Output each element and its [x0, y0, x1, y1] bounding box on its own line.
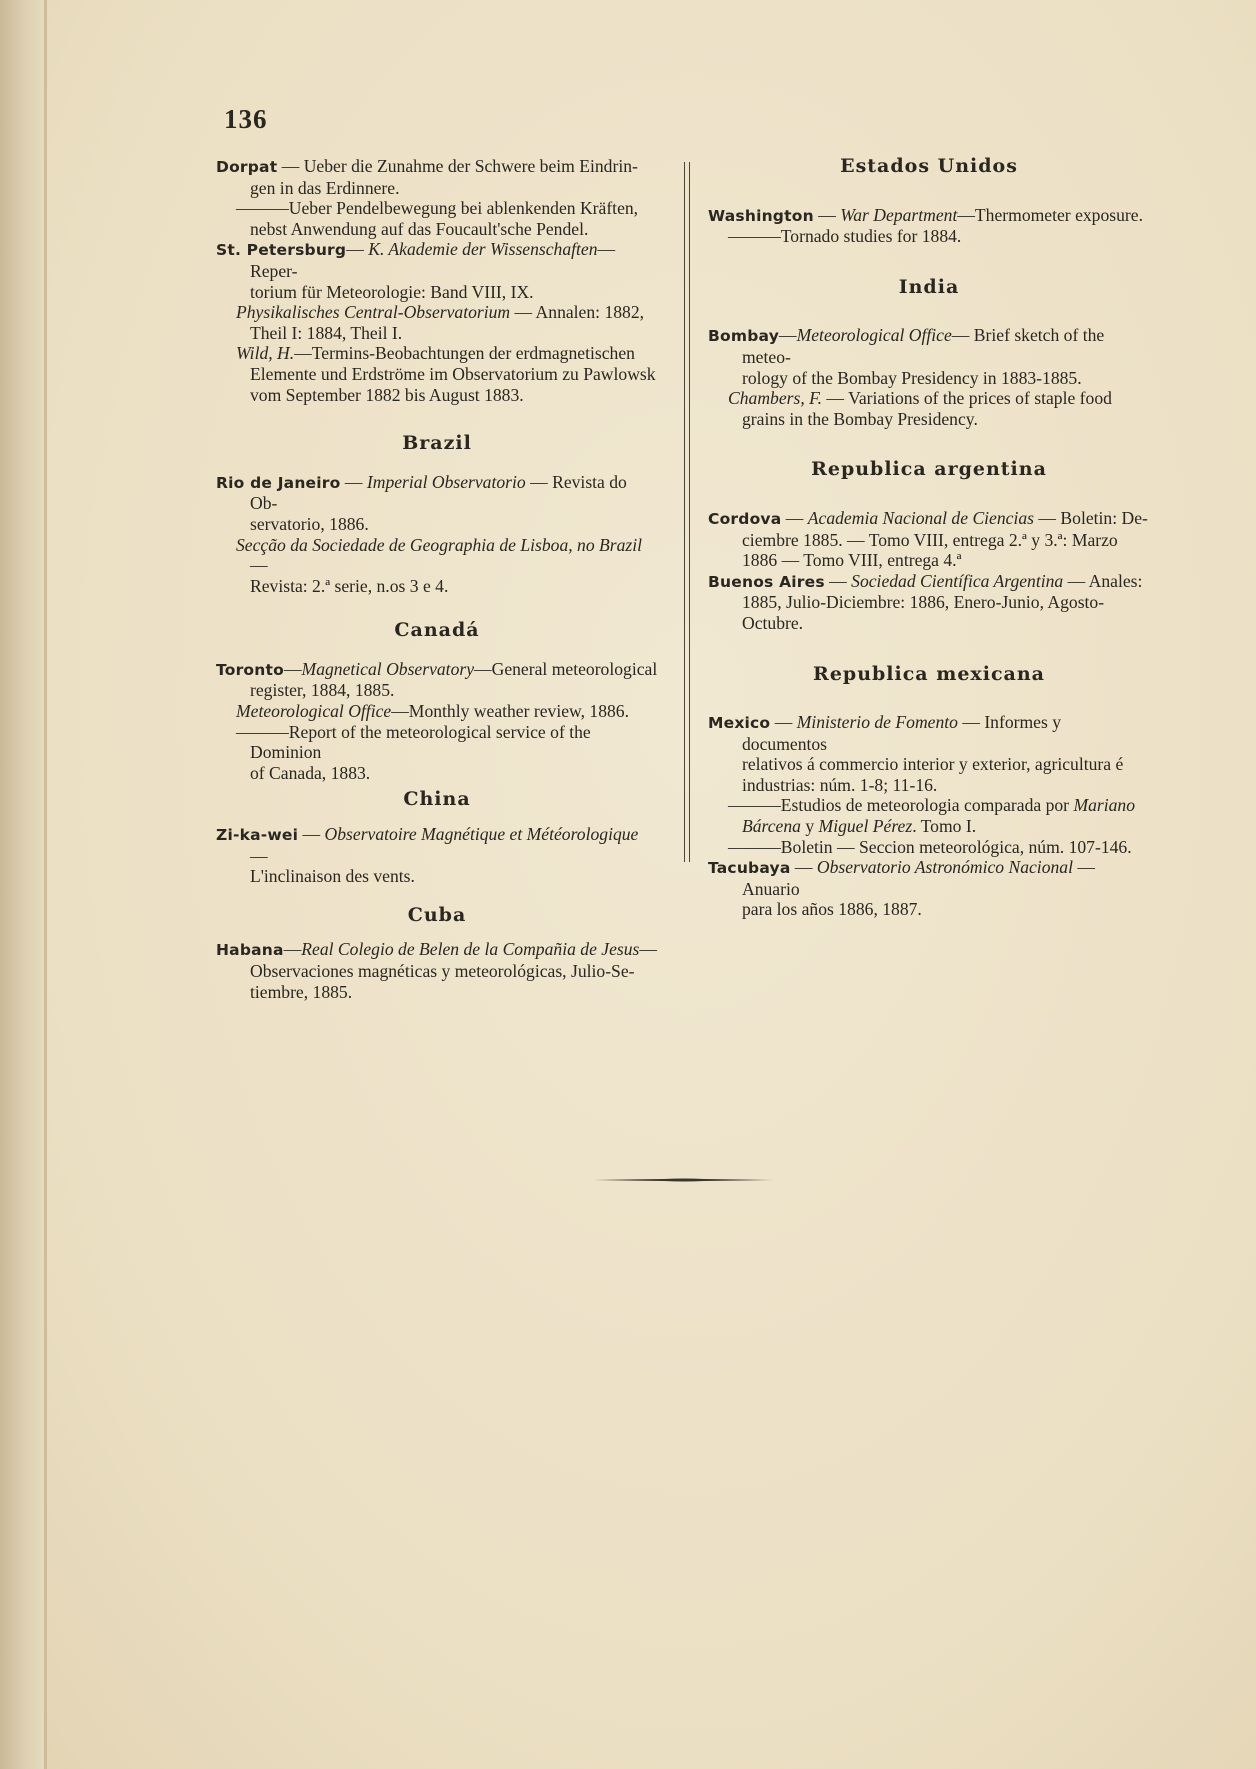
institution-name: Real Colegio de Belen de la Compañia de Jesus: [301, 939, 640, 960]
entry-text: ciembre 1885. — Tomo VIII, entrega 2.ª y 3.ª: Marzo: [742, 529, 1118, 550]
author-name: Wild, H.: [236, 343, 295, 364]
entry-heading: St. Petersburg: [216, 241, 347, 260]
entry-cordova: [708, 508, 1150, 571]
entry-heading: Rio de Janeiro: [216, 473, 341, 492]
entry-mexico: [708, 712, 1150, 857]
entry-text: . Tomo I.: [912, 816, 977, 837]
entry-dorpat: [216, 156, 658, 239]
entry-text: — Informes y documentos: [742, 712, 1062, 754]
section-title-brazil: Brazil: [402, 432, 472, 455]
separator: —: [770, 712, 797, 733]
institution-name: Meteorological Office: [236, 701, 392, 722]
entry-text: —Monthly weather review, 1886.: [391, 701, 629, 722]
right-column: [708, 156, 1150, 920]
separator: —: [824, 570, 852, 591]
entry-text: —Reper-: [250, 239, 616, 281]
entry-habana: [216, 939, 658, 1002]
entry-text: L'inclinaison des vents.: [250, 866, 415, 887]
separator: —: [779, 325, 797, 346]
entry-text: — Brief sketch of the meteo-: [742, 325, 1105, 367]
entry-heading: Habana: [216, 941, 284, 960]
entry-text: ———Tornado studies for 1884.: [728, 226, 962, 247]
entry-text: Octubre.: [742, 612, 804, 633]
entry-text: ———Estudios de meteorologia comparada por: [728, 795, 1074, 816]
section-title-cuba: Cuba: [407, 903, 467, 926]
entry-text: —: [250, 845, 268, 866]
entry-text: — Anuario: [742, 857, 1095, 899]
book-spine-shadow: [0, 0, 46, 1769]
entry-text: grains in the Bombay Presidency.: [742, 408, 978, 429]
entry-text: Theil I: 1884, Theil I.: [250, 322, 403, 343]
entry-text: relativos á commercio interior y exterior, agricultura é: [742, 754, 1124, 775]
entry-bombay: [708, 325, 1150, 429]
separator: —: [298, 824, 325, 845]
entry-text: tiembre, 1885.: [250, 981, 353, 1002]
entry-text: y: [800, 816, 819, 837]
institution-name: Physikalisches Central-Observatorium: [236, 302, 511, 323]
entry-text: of Canada, 1883.: [250, 762, 371, 783]
entry-heading: Zi-ka-wei: [216, 826, 299, 845]
institution-name: Academia Nacional de Ciencias: [807, 507, 1035, 528]
entry-heading: Bombay: [708, 327, 779, 346]
entry-text: Revista: 2.ª serie, n.os 3 e 4.: [250, 575, 449, 596]
entry-tacubaya: [708, 857, 1150, 920]
entry-text: — Boletin: De-: [1034, 507, 1148, 528]
entry-text: —: [639, 939, 657, 960]
entry-text: — Ueber die Zunahme der Schwere beim Eindrin-: [281, 156, 638, 176]
section-title-republica-mexicana: Republica mexicana: [813, 662, 1045, 685]
entry-text: —: [250, 555, 268, 576]
entry-text: ———Boletin — Seccion meteorológica, núm. 107-146.: [728, 836, 1132, 857]
separator: —: [781, 507, 808, 528]
end-ornament-rule: [594, 1178, 774, 1182]
entry-heading: Buenos Aires: [708, 572, 825, 591]
separator: —: [283, 658, 302, 679]
institution-name: Secção da Sociedade de Geographia de Lisboa, no Brazil: [236, 534, 643, 555]
separator: —: [790, 857, 817, 878]
entry-text: —Thermometer exposure.: [957, 204, 1143, 225]
section-title-canada: Canadá: [394, 619, 480, 642]
author-name: Miguel Pérez: [818, 816, 913, 837]
institution-name: Sociedad Científica Argentina: [851, 570, 1064, 591]
entry-text: — Anales:: [1063, 570, 1143, 591]
entry-st-petersburg: [216, 239, 658, 405]
separator: —: [283, 939, 302, 960]
institution-name: Imperial Observatorio: [366, 471, 526, 492]
left-column: [216, 156, 658, 1002]
entry-text: — Variations of the prices of staple food: [822, 388, 1112, 409]
institution-name: K. Akademie der Wissenschaften: [368, 239, 598, 260]
institution-name: War Department: [840, 204, 958, 225]
section-title-china: China: [403, 788, 471, 811]
separator: —: [340, 471, 367, 492]
entry-text: 1885, Julio-Diciembre: 1886, Enero-Junio, Agosto-: [742, 592, 1105, 613]
entry-text: industrias: núm. 1-8; 11-16.: [742, 774, 938, 795]
entry-text: 1886 — Tomo VIII, entrega 4.ª: [742, 550, 962, 571]
entry-text: nebst Anwendung auf das Foucault'sche Pendel.: [250, 218, 589, 239]
author-name: Chambers, F.: [728, 388, 823, 409]
entry-text: vom September 1882 bis August 1883.: [250, 384, 524, 405]
entry-heading: Tacubaya: [708, 859, 791, 878]
entry-washington: [708, 205, 1150, 247]
entry-text: servatorio, 1886.: [250, 513, 369, 534]
entry-heading: Dorpat: [216, 158, 278, 176]
institution-name: Observatoire Magnétique et Météorologique: [324, 824, 639, 845]
section-title-republica-argentina: Republica argentina: [811, 458, 1047, 481]
institution-name: Ministerio de Fomento: [796, 712, 958, 733]
page-gutter-edge: [44, 0, 47, 1769]
entry-zi-ka-wei: [216, 824, 658, 887]
entry-text: — Revista do Ob-: [250, 471, 627, 514]
page-number: 136: [224, 104, 268, 134]
entry-text: —Termins-Beobachtungen der erdmagnetischen: [294, 343, 635, 364]
column-divider: [684, 162, 690, 862]
entry-heading: Cordova: [708, 509, 782, 528]
section-title-india: India: [898, 275, 960, 298]
separator: —: [813, 204, 841, 225]
entry-text: register, 1884, 1885.: [250, 680, 395, 701]
section-title-estados-unidos: Estados Unidos: [840, 155, 1018, 177]
entry-heading: Toronto: [216, 660, 284, 679]
institution-name: Meteorological Office: [796, 325, 952, 346]
entry-rio-de-janeiro: [216, 472, 658, 597]
entry-text: — Annalen: 1882,: [510, 302, 645, 323]
institution-name: Observatorio Astronómico Nacional: [816, 857, 1073, 878]
entry-text: rology of the Bombay Presidency in 1883-1885.: [742, 367, 1082, 388]
entry-toronto: [216, 659, 658, 784]
entry-text: ———Ueber Pendelbewegung bei ablenkenden Kräften,: [236, 198, 639, 219]
author-name: Mariano: [1073, 795, 1136, 816]
entry-text: torium für Meteorologie: Band VIII, IX.: [250, 281, 534, 302]
entry-buenos-aires: [708, 571, 1150, 634]
entry-text: —General meteorological: [474, 658, 658, 679]
institution-name: Magnetical Observatory: [301, 658, 475, 679]
separator: —: [346, 239, 369, 260]
entry-text: para los años 1886, 1887.: [742, 899, 922, 920]
entry-heading: Mexico: [708, 714, 771, 733]
entry-text: Observaciones magnéticas y meteorológicas, Julio-Se-: [250, 961, 635, 981]
entry-text: Elemente und Erdströme im Observatorium zu Pawlowsk: [250, 363, 656, 384]
entry-text: gen in das Erdinnere.: [250, 177, 400, 198]
entry-heading: Washington: [708, 206, 814, 225]
entry-text: ———Report of the meteorological service of the Dominion: [236, 721, 591, 763]
author-name: Bárcena: [742, 816, 801, 837]
